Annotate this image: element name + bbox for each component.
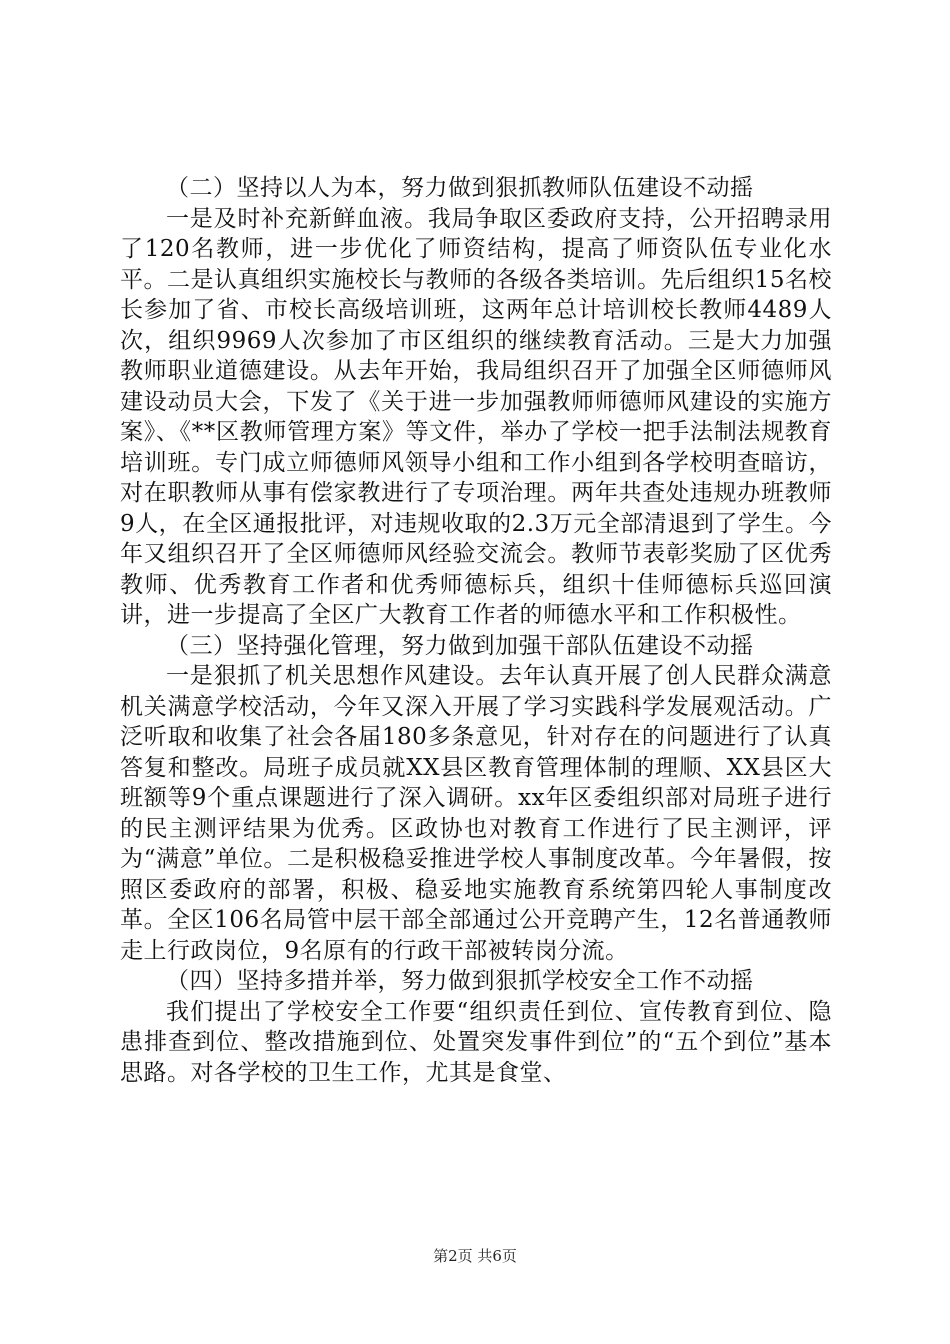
section-heading-2: （二）坚持以人为本，努力做到狠抓教师队伍建设不动摇: [166, 175, 754, 201]
section-heading-4: （四）坚持多措并举，努力做到狠抓学校安全工作不动摇: [166, 968, 754, 994]
body-paragraph-safety: 我们提出了学校安全工作要“组织责任到位、宣传教育到位、隐患排查到位、整改措施到位、处置突发事件到位”的“五个到位”基本思路。对各学校的卫生工作，尤其是食堂、: [120, 998, 832, 1086]
page-footer: 第2页 共6页: [433, 1247, 517, 1265]
body-paragraph-management: 一是狠抓了机关思想作风建设。去年认真开展了创人民群众满意机关满意学校活动，今年又深入开展了学习实践科学发展观活动。广泛听取和收集了社会各届180多条意见，针对存在的问题进行了认真答复和整改。局班子成员就XX县区教育管理体制的理顺、XX县区大班额等9个重点课题进行了深入调研。xx年区委组织部对局班子进行的民主测评结果为优秀。区政协也对教育工作进行了民主测评，评为“满意”单位。二是积极稳妥推进学校人事制度改革。今年暑假，按照区委政府的部署，积极、稳妥地实施教育系统第四轮人事制度改革。全区106名局管中层干部全部通过公开竞聘产生，12名普通教师走上行政岗位，9名原有的行政干部被转岗分流。: [120, 663, 832, 964]
document-body: [120, 173, 832, 1088]
section-heading-3: （三）坚持强化管理，努力做到加强干部队伍建设不动摇: [166, 632, 754, 659]
body-paragraph-teachers: 一是及时补充新鲜血液。我局争取区委政府支持，公开招聘录用了120名教师，进一步优化了师资结构，提高了师资队伍专业化水平。二是认真组织实施校长与教师的各级各类培训。先后组织15名校长参加了省、市校长高级培训班，这两年总计培训校长教师4489人次，组织9969人次参加了市区组织的继续教育活动。三是大力加强教师职业道德建设。从去年开始，我局组织召开了加强全区师德师风建设动员大会，下发了《关于进一步加强教师师德师风建设的实施方案》、《**区教师管理方案》等文件，举办了学校一把手法制法规教育培训班。专门成立师德师风领导小组和工作小组到各学校明查暗访，对在职教师从事有偿家教进行了专项治理。两年共查处违规办班教师9人，在全区通报批评，对违规收取的2.3万元全部清退到了学生。今年又组织召开了全区师德师风经验交流会。教师节表彰奖励了区优秀教师、优秀教育工作者和优秀师德标兵，组织十佳师德标兵巡回演讲，进一步提高了全区广大教育工作者的师德水平和工作积极性。: [120, 205, 832, 628]
